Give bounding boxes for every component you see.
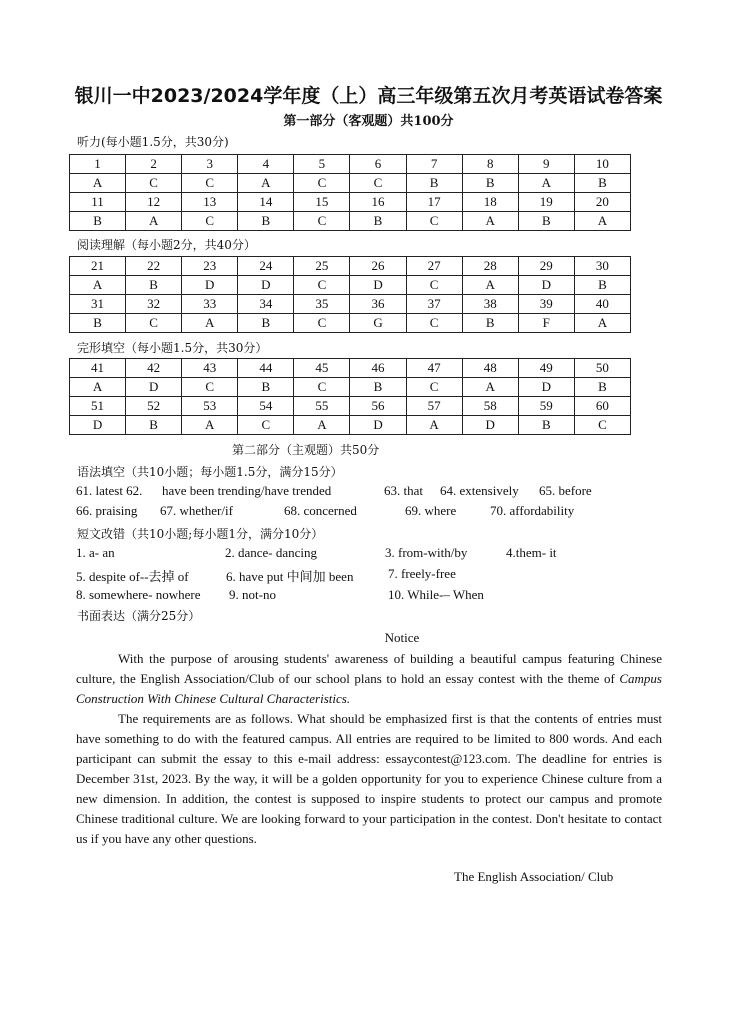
question-number-cell: 44 <box>238 359 294 378</box>
question-number-cell: 18 <box>462 193 518 212</box>
answer-cell: A <box>518 174 574 193</box>
answer-cell: A <box>294 416 350 435</box>
answer-cell: C <box>126 174 182 193</box>
answer-cell: B <box>70 212 126 231</box>
answer-cell: C <box>406 212 462 231</box>
answer-cell: A <box>238 174 294 193</box>
correction-answer: 9. not-no <box>229 587 276 602</box>
answer-cell: C <box>406 314 462 333</box>
answer-cell: D <box>350 416 406 435</box>
answer-row <box>70 212 631 231</box>
answer-cell: A <box>70 378 126 397</box>
question-number-cell: 32 <box>126 295 182 314</box>
question-number-cell: 3 <box>182 155 238 174</box>
question-number-cell: 30 <box>574 257 630 276</box>
reading-answer-table <box>69 256 631 333</box>
answer-cell: A <box>182 416 238 435</box>
answer-cell: B <box>238 212 294 231</box>
answer-cell: D <box>182 276 238 295</box>
answer-cell: B <box>574 174 630 193</box>
part2-heading: 第二部分（主观题）共50分 <box>232 443 380 457</box>
answer-cell: B <box>126 276 182 295</box>
answer-cell: B <box>518 212 574 231</box>
question-number-cell: 36 <box>350 295 406 314</box>
answer-cell: C <box>182 174 238 193</box>
question-number-cell: 14 <box>238 193 294 212</box>
question-number-cell: 41 <box>70 359 126 378</box>
question-number-cell: 35 <box>294 295 350 314</box>
answer-cell: C <box>126 314 182 333</box>
question-number-cell: 59 <box>518 397 574 416</box>
question-number-cell: 7 <box>406 155 462 174</box>
answer-cell: B <box>462 314 518 333</box>
grammar-answer: 67. whether/if <box>160 503 233 518</box>
listening-label: 听力(每小题1.5分，共30分) <box>77 135 229 149</box>
question-number-cell: 6 <box>350 155 406 174</box>
answer-row <box>70 314 631 333</box>
question-number-cell: 17 <box>406 193 462 212</box>
answer-cell: D <box>350 276 406 295</box>
correction-answer: 1. a- an <box>76 545 115 560</box>
correction-answer: 10. While-– When <box>388 587 484 602</box>
answer-cell: B <box>406 174 462 193</box>
answer-cell: C <box>294 174 350 193</box>
question-number-cell: 19 <box>518 193 574 212</box>
correction-answer: 5. despite of--去掉 of <box>76 569 189 584</box>
answer-cell: C <box>294 314 350 333</box>
essay-paragraph-2 <box>76 709 662 849</box>
correction-answer: 3. from-with/by <box>385 545 468 560</box>
page-title: 银川一中2023/2024学年度（上）高三年级第五次月考英语试卷答案 <box>74 85 663 107</box>
question-number-cell: 25 <box>294 257 350 276</box>
question-number-cell: 12 <box>126 193 182 212</box>
answer-cell: B <box>350 378 406 397</box>
writing-label: 书面表达（满分25分） <box>77 609 201 623</box>
answer-cell: B <box>518 416 574 435</box>
answer-cell: A <box>462 276 518 295</box>
grammar-answer: 65. before <box>539 483 592 498</box>
question-number-cell: 60 <box>574 397 630 416</box>
answer-cell: B <box>238 314 294 333</box>
part1-heading: 第一部分（客观题）共100分 <box>283 114 454 129</box>
answer-cell: A <box>406 416 462 435</box>
question-number-cell: 9 <box>518 155 574 174</box>
question-number-row <box>70 155 631 174</box>
correction-answer: 7. freely-free <box>388 566 456 581</box>
question-number-row <box>70 257 631 276</box>
answer-row <box>70 174 631 193</box>
question-number-cell: 24 <box>238 257 294 276</box>
question-number-cell: 8 <box>462 155 518 174</box>
question-number-cell: 58 <box>462 397 518 416</box>
question-number-cell: 48 <box>462 359 518 378</box>
question-number-cell: 16 <box>350 193 406 212</box>
question-number-cell: 28 <box>462 257 518 276</box>
correction-answer: 4.them- it <box>506 545 557 560</box>
correction-answer: 8. somewhere- nowhere <box>76 587 201 602</box>
question-number-cell: 26 <box>350 257 406 276</box>
grammar-answer: 63. that <box>384 483 423 498</box>
question-number-cell: 56 <box>350 397 406 416</box>
cloze-answer-table <box>69 358 631 435</box>
reading-label: 阅读理解（每小题2分，共40分） <box>77 238 256 252</box>
question-number-cell: 29 <box>518 257 574 276</box>
answer-cell: A <box>70 174 126 193</box>
answer-cell: C <box>238 416 294 435</box>
question-number-row <box>70 397 631 416</box>
answer-cell: G <box>350 314 406 333</box>
question-number-row <box>70 193 631 212</box>
answer-cell: B <box>462 174 518 193</box>
grammar-answer: 66. praising <box>76 503 138 518</box>
question-number-cell: 50 <box>574 359 630 378</box>
question-number-cell: 5 <box>294 155 350 174</box>
answer-cell: C <box>294 378 350 397</box>
essay-paragraph-1-text: With the purpose of arousing students' awareness of building a beautiful campus featuring Chinese culture, the English Association/Club of our school plans to hold an essay contest with the theme of <box>76 651 662 686</box>
question-number-cell: 42 <box>126 359 182 378</box>
answer-cell: C <box>406 378 462 397</box>
question-number-cell: 43 <box>182 359 238 378</box>
question-number-cell: 53 <box>182 397 238 416</box>
question-number-cell: 54 <box>238 397 294 416</box>
question-number-row <box>70 295 631 314</box>
question-number-cell: 2 <box>126 155 182 174</box>
answer-cell: B <box>574 276 630 295</box>
answer-row <box>70 416 631 435</box>
answer-row <box>70 276 631 295</box>
answer-cell: B <box>126 416 182 435</box>
cloze-label: 完形填空（每小题1.5分，共30分） <box>77 341 268 355</box>
answer-cell: A <box>70 276 126 295</box>
correction-label: 短文改错（共10小题;每小题1分，满分10分） <box>77 527 324 541</box>
question-number-cell: 4 <box>238 155 294 174</box>
question-number-cell: 33 <box>182 295 238 314</box>
answer-cell: A <box>574 314 630 333</box>
answer-cell: A <box>462 212 518 231</box>
answer-cell: D <box>238 276 294 295</box>
question-number-cell: 1 <box>70 155 126 174</box>
question-number-cell: 22 <box>126 257 182 276</box>
answer-cell: A <box>182 314 238 333</box>
question-number-cell: 55 <box>294 397 350 416</box>
question-number-cell: 39 <box>518 295 574 314</box>
question-number-cell: 10 <box>574 155 630 174</box>
question-number-cell: 23 <box>182 257 238 276</box>
answer-row <box>70 378 631 397</box>
question-number-cell: 52 <box>126 397 182 416</box>
answer-cell: B <box>574 378 630 397</box>
answer-cell: B <box>238 378 294 397</box>
answer-cell: A <box>574 212 630 231</box>
essay-title: Notice <box>384 630 420 645</box>
answer-cell: C <box>406 276 462 295</box>
grammar-answer: 61. latest 62. <box>76 483 143 498</box>
grammar-answer: 69. where <box>405 503 457 518</box>
question-number-row <box>70 359 631 378</box>
answer-cell: A <box>462 378 518 397</box>
question-number-cell: 40 <box>574 295 630 314</box>
answer-cell: D <box>518 378 574 397</box>
answer-cell: D <box>126 378 182 397</box>
essay-theme: Campus Construction With Chinese Cultural Characteristics. <box>76 671 662 706</box>
correction-answer: 2. dance- dancing <box>225 545 318 560</box>
essay-paragraph-2-text: The requirements are as follows. What should be emphasized first is that the contents of entries must have something to do with the featured campus. All entries are required to be limited to 800 words. And each participant can submit the essay to this e-mail address: essaycontest@123.com. The deadline for entries is December 31st, 2023. By the way, it will be a golden opportunity for you to experience Chinese culture from a new dimension. In addition, the contest is supposed to inspire students to protect our campus and promote Chinese traditional culture. We are looking forward to your participation in the contest. Don't hesitate to contact us if you have any other questions. <box>76 711 662 846</box>
answer-cell: C <box>294 276 350 295</box>
grammar-label: 语法填空（共10小题；每小题1.5分，满分15分） <box>77 465 343 479</box>
grammar-answer: 68. concerned <box>284 503 357 518</box>
answer-cell: D <box>462 416 518 435</box>
question-number-cell: 38 <box>462 295 518 314</box>
answer-cell: B <box>70 314 126 333</box>
question-number-cell: 45 <box>294 359 350 378</box>
answer-cell: A <box>126 212 182 231</box>
answer-cell: C <box>294 212 350 231</box>
question-number-cell: 27 <box>406 257 462 276</box>
question-number-cell: 31 <box>70 295 126 314</box>
listening-answer-table <box>69 154 631 231</box>
question-number-cell: 57 <box>406 397 462 416</box>
essay-paragraph-1 <box>76 649 662 709</box>
essay-signature: The English Association/ Club <box>454 869 614 884</box>
grammar-answer: 64. extensively <box>440 483 519 498</box>
question-number-cell: 49 <box>518 359 574 378</box>
answer-cell: C <box>182 212 238 231</box>
question-number-cell: 37 <box>406 295 462 314</box>
grammar-answer: have been trending/have trended <box>162 483 332 498</box>
question-number-cell: 47 <box>406 359 462 378</box>
question-number-cell: 34 <box>238 295 294 314</box>
grammar-answer: 70. affordability <box>490 503 575 518</box>
answer-cell: C <box>182 378 238 397</box>
question-number-cell: 51 <box>70 397 126 416</box>
answer-cell: C <box>574 416 630 435</box>
question-number-cell: 46 <box>350 359 406 378</box>
question-number-cell: 11 <box>70 193 126 212</box>
answer-cell: D <box>70 416 126 435</box>
answer-cell: B <box>350 212 406 231</box>
answer-cell: C <box>350 174 406 193</box>
question-number-cell: 21 <box>70 257 126 276</box>
answer-cell: D <box>518 276 574 295</box>
question-number-cell: 13 <box>182 193 238 212</box>
answer-cell: F <box>518 314 574 333</box>
question-number-cell: 20 <box>574 193 630 212</box>
question-number-cell: 15 <box>294 193 350 212</box>
correction-answer: 6. have put 中间加 been <box>226 569 354 584</box>
